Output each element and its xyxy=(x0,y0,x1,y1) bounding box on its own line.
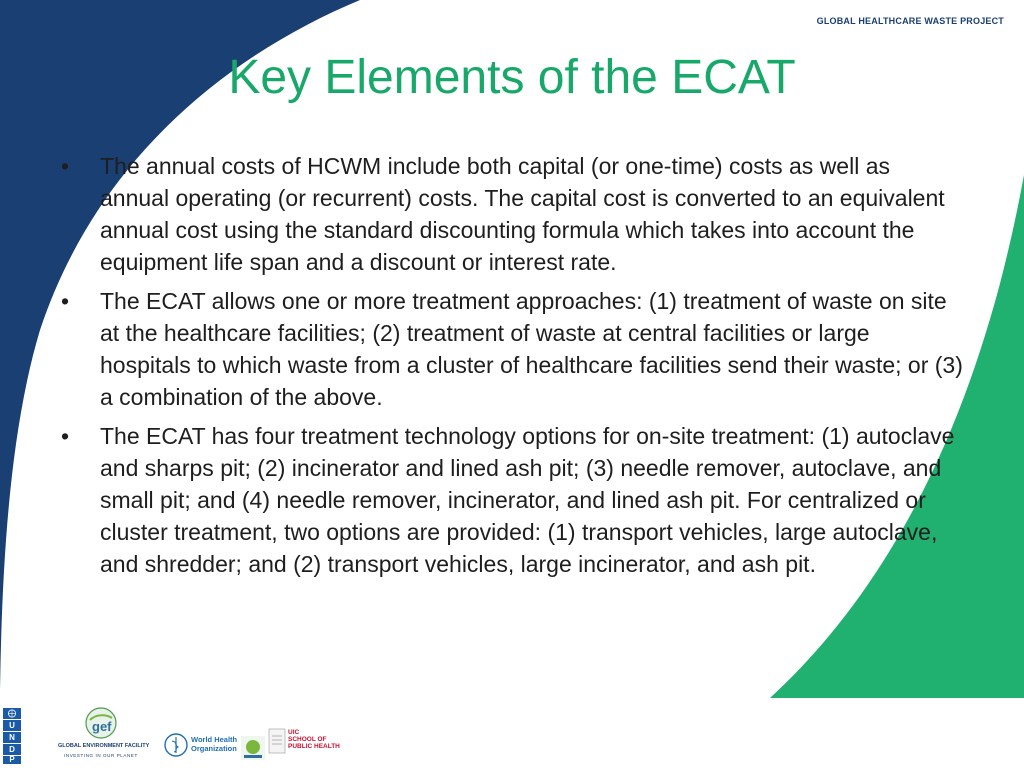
uic-name-line2: SCHOOL OF xyxy=(288,736,327,743)
partner-emblem-icon xyxy=(240,735,266,761)
bullet-item-technology-options xyxy=(58,420,963,580)
uic-name-line3: PUBLIC HEALTH xyxy=(288,743,340,750)
partner-emblem-logo xyxy=(240,735,266,761)
undp-letter-u: U xyxy=(3,720,21,731)
bullet-text: The ECAT has four treatment technology options for on-site treatment: (1) autoclave and sharps pit; (2) incinerator and lined ash pit; (3) needle remover, autoclave, and small pit; and (4) needle remover, incinerator, and lined ash pit. For centralized or cluster treatment, two options are provided: (1) transport vehicles, large autoclave, and shredder; and (2) transport vehicles, large incinerator, and ash pit. xyxy=(100,423,955,577)
gef-tagline: INVESTING IN OUR PLANET xyxy=(64,753,138,758)
uic-name xyxy=(288,729,340,750)
undp-logo xyxy=(3,708,45,764)
who-name xyxy=(191,735,237,753)
bullet-text: The annual costs of HCWM include both capital (or one-time) costs as well as annual operating (or recurrent) costs. The capital cost is converted to an equivalent annual cost using the standard discounting formula which takes into account the equipment life span and a discount or interest rate. xyxy=(100,153,945,275)
who-logo xyxy=(163,732,241,758)
who-name-line1: World Health xyxy=(191,735,238,744)
undp-letter-n: N xyxy=(3,732,21,743)
bullet-item-annual-costs xyxy=(58,150,963,278)
undp-emblem-icon xyxy=(3,708,21,719)
uic-name-line1: UIC xyxy=(288,729,300,736)
uic-seal-icon xyxy=(268,728,286,754)
gef-logo xyxy=(58,706,158,766)
undp-letter-p: P xyxy=(3,756,21,764)
bullet-text: The ECAT allows one or more treatment approaches: (1) treatment of waste on site at the healthcare facilities; (2) treatment of waste at central facilities or large hospitals to which waste from a cluster of healthcare facilities send their waste; or (3) a combination of the above. xyxy=(100,288,963,410)
who-name-line2: Organization xyxy=(191,744,237,753)
uic-logo xyxy=(268,728,340,760)
undp-letter-d: D xyxy=(3,744,21,755)
bullet-icon: • xyxy=(61,288,70,314)
bullet-list xyxy=(58,150,963,587)
bullet-icon: • xyxy=(61,423,70,449)
bullet-item-treatment-approaches xyxy=(58,285,963,413)
slide-title: Key Elements of the ECAT xyxy=(228,51,796,104)
project-name-logo: GLOBAL HEALTHCARE WASTE PROJECT xyxy=(816,16,1004,26)
gef-wordmark: gef xyxy=(92,719,112,734)
footer-logo-strip xyxy=(0,702,340,768)
who-emblem-icon xyxy=(163,732,189,758)
gef-full-name: GLOBAL ENVIRONMENT FACILITY xyxy=(58,743,150,749)
bullet-icon: • xyxy=(61,153,70,179)
